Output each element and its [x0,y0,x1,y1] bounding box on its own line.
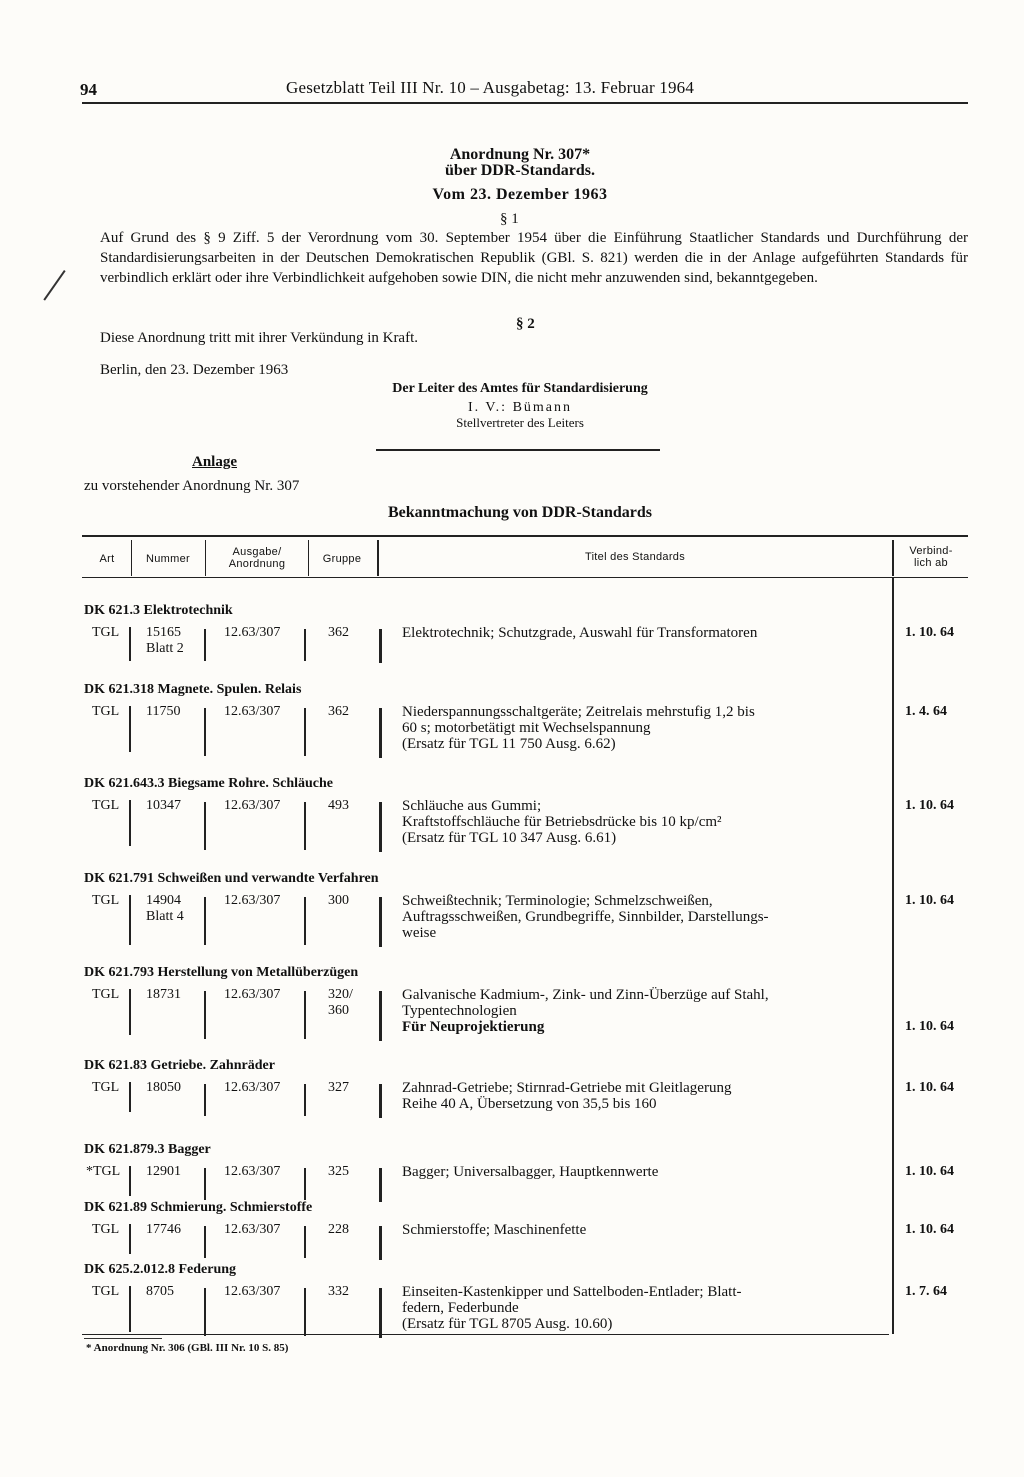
row-divider [304,1288,306,1336]
dk-classification: DK 625.2.012.8 Federung [84,1262,237,1277]
row-nummer: 8705 [146,1284,174,1299]
annex-label: Anlage [192,454,237,470]
row-blatt: Blatt 4 [146,909,184,924]
row-divider [204,708,206,756]
row-divider [304,1226,306,1258]
row-divider [304,1168,306,1200]
row-divider [379,708,382,758]
row-nummer: 17746 [146,1222,181,1237]
row-nummer: 18050 [146,1080,181,1095]
header-ausgabe [206,546,308,570]
row-verbindlich: 1. 10. 64 [905,1164,954,1179]
dk-classification: DK 621.89 Schmierung. Schmierstoffe [84,1200,313,1215]
row-verbindlich: 1. 7. 64 [905,1284,947,1299]
row-art: TGL [92,704,120,719]
row-ausgabe: 12.63/307 [224,704,281,719]
header-gruppe: Gruppe [322,553,362,565]
row-divider [304,897,306,945]
row-nummer: 10347 [146,798,181,813]
section-2-text: Diese Anordnung tritt mit ihrer Verkündung in Kraft. [100,330,419,346]
row-divider [129,895,131,945]
section-1-text: Auf Grund des § 9 Ziff. 5 der Verordnung vom 30. September 1954 über die Einführung Staatlicher Standards und Durchführung der Standardisierungsarbeiten in der Deutschen Demokratischen Republik (GBl. S. 821) werden die in der Anlage aufgeführten Standards für verbindlich erklärt oder ihre Verbindlichkeit aufgehoben sowie DIN, die nicht mehr anzuwenden sind, bekanntgegeben. [100,230,968,286]
place-date: Berlin, den 23. Dezember 1963 [100,362,289,378]
row-divider [129,1286,131,1332]
dk-classification: DK 621.3 Elektrotechnik [84,603,233,618]
row-gruppe: 493 [328,798,349,813]
row-ausgabe: 12.63/307 [224,1164,281,1179]
row-verbindlich: 1. 10. 64 [905,1222,954,1237]
row-titel-line: Typentechnologien [402,1003,517,1019]
row-nummer: 11750 [146,704,181,719]
header-verbindlich-line1: Verbind- [909,545,953,557]
row-ausgabe: 12.63/307 [224,1284,281,1299]
row-titel-line: Bagger; Universalbagger, Hauptkennwerte [402,1164,659,1180]
header-rule [82,102,968,104]
row-titel-line: Kraftstoffschläuche für Betriebsdrücke bis 10 kp/cm² [402,814,722,830]
row-divider [304,708,306,756]
row-divider [379,629,382,663]
row-ausgabe: 12.63/307 [224,893,281,908]
dk-classification: DK 621.643.3 Biegsame Rohre. Schläuche [84,776,334,791]
row-divider [304,629,306,661]
row-nummer: 15165 [146,625,181,640]
row-ausgabe: 12.63/307 [224,1080,281,1095]
row-art: TGL [92,1080,120,1095]
row-divider [129,1166,131,1196]
row-gruppe: 300 [328,893,349,908]
header-titel: Titel des Standards [584,551,686,563]
row-titel-line: Niederspannungsschaltgeräte; Zeitrelais mehrstufig 1,2 bis [402,704,755,720]
footnote-rule [84,1338,162,1339]
header-art: Art [99,553,115,565]
row-gruppe: 362 [328,704,349,719]
ordinance-date: Vom 23. Dezember 1963 [432,186,608,203]
row-titel-line: weise [402,925,437,941]
row-divider [379,802,382,852]
section-2-label: § 2 [516,316,535,332]
row-titel-line: Reihe 40 A, Übersetzung von 35,5 bis 160 [402,1096,657,1112]
row-divider [204,629,206,661]
row-ausgabe: 12.63/307 [224,798,281,813]
row-gruppe: 325 [328,1164,349,1179]
signer-title: Der Leiter des Amtes für Standardisierung [392,381,648,396]
row-art: TGL [92,987,120,1002]
row-titel-line: Galvanische Kadmium-, Zink- und Zinn-Überzüge auf Stahl, [402,987,769,1003]
header-divider [131,540,132,576]
row-art: *TGL [86,1164,121,1179]
row-divider [204,1168,206,1200]
row-nummer: 18731 [146,987,181,1002]
row-divider [304,991,306,1039]
table-bottom-rule [82,1334,889,1335]
row-titel-line: (Ersatz für TGL 10 347 Ausg. 6.61) [402,830,617,846]
dk-classification: DK 621.83 Getriebe. Zahnräder [84,1058,275,1073]
row-verbindlich: 1. 10. 64 [905,625,954,640]
table-right-column-rule [892,577,894,1334]
row-nummer: 14904 [146,893,181,908]
margin-mark [43,270,65,301]
row-divider [129,1082,131,1112]
row-ausgabe: 12.63/307 [224,1222,281,1237]
row-ausgabe: 12.63/307 [224,987,281,1002]
row-gruppe: 320/ [328,987,353,1002]
row-divider [129,706,131,752]
section-1-label: § 1 [500,211,519,227]
row-divider [129,1224,131,1254]
header-divider [377,540,379,576]
row-titel-line: Schweißtechnik; Terminologie; Schmelzschweißen, [402,893,713,909]
table-top-rule [82,535,968,537]
dk-classification: DK 621.791 Schweißen und verwandte Verfahren [84,871,379,886]
row-divider [204,1084,206,1116]
row-titel-line: Auftragsschweißen, Grundbegriffe, Sinnbilder, Darstellungs- [402,909,769,925]
row-divider [379,1226,382,1260]
row-verbindlich: 1. 10. 64 [905,1019,954,1034]
row-art: TGL [92,1284,120,1299]
row-nummer: 12901 [146,1164,181,1179]
row-verbindlich: 1. 10. 64 [905,893,954,908]
row-divider [204,1226,206,1258]
row-titel-line: 60 s; motorbetätigt mit Wechselspannung [402,720,651,736]
page-number: 94 [80,80,97,99]
row-blatt: Blatt 2 [146,641,184,656]
dk-classification: DK 621.318 Magnete. Spulen. Relais [84,682,302,697]
row-divider [129,627,131,661]
row-gruppe-line2: 360 [328,1003,349,1018]
header-verbindlich [894,545,968,569]
row-titel-line: Elektrotechnik; Schutzgrade, Auswahl für Transformatoren [402,625,758,641]
running-head: Gesetzblatt Teil III Nr. 10 – Ausgabetag: 13. Februar 1964 [286,78,695,97]
ordinance-subtitle: über DDR-Standards. [445,162,595,179]
row-verbindlich: 1. 10. 64 [905,1080,954,1095]
row-verbindlich: 1. 4. 64 [905,704,947,719]
row-divider [379,897,382,947]
row-divider [204,897,206,945]
signature-rule [376,449,660,451]
row-divider [304,802,306,850]
header-verbindlich-line2: lich ab [914,557,948,569]
row-divider [379,991,382,1041]
header-ausgabe-line1: Ausgabe/ [232,546,282,558]
row-divider [129,800,131,846]
signer-role: Stellvertreter des Leiters [456,415,584,430]
row-divider [304,1084,306,1116]
row-gruppe: 332 [328,1284,349,1299]
row-art: TGL [92,798,120,813]
row-titel-line: Einseiten-Kastenkipper und Sattelboden-Entlader; Blatt- [402,1284,742,1300]
row-titel-line: (Ersatz für TGL 11 750 Ausg. 6.62) [402,736,616,752]
signer-name: I. V.: Bümann [467,400,573,415]
row-titel-line: Schmierstoffe; Maschinenfette [402,1222,587,1238]
row-ausgabe: 12.63/307 [224,625,281,640]
row-verbindlich: 1. 10. 64 [905,798,954,813]
row-titel-line: Zahnrad-Getriebe; Stirnrad-Getriebe mit Gleitlagerung [402,1080,732,1096]
dk-classification: DK 621.879.3 Bagger [84,1142,211,1157]
table-title: Bekanntmachung von DDR-Standards [387,504,653,521]
ordinance-title: Anordnung Nr. 307* [449,146,591,163]
row-titel-line: Schläuche aus Gummi; [402,798,542,814]
row-titel-line: federn, Federbunde [402,1300,519,1316]
row-divider [204,802,206,850]
row-gruppe: 362 [328,625,349,640]
dk-classification: DK 621.793 Herstellung von Metallüberzügen [84,965,359,980]
header-ausgabe-line2: Anordnung [228,558,286,570]
row-divider [379,1084,382,1118]
row-divider [204,1288,206,1336]
header-nummer: Nummer [146,553,190,565]
row-divider [379,1168,382,1202]
row-art: TGL [92,625,120,640]
row-gruppe: 327 [328,1080,349,1095]
row-art: TGL [92,893,120,908]
row-divider [129,989,131,1035]
row-titel-bold: Für Neuprojektierung [402,1019,545,1035]
row-divider [204,991,206,1039]
row-art: TGL [92,1222,120,1237]
row-titel-line: (Ersatz für TGL 8705 Ausg. 10.60) [402,1316,613,1332]
row-gruppe: 228 [328,1222,349,1237]
table-header-rule [82,577,968,578]
row-divider [379,1288,382,1338]
annex-subtitle: zu vorstehender Anordnung Nr. 307 [84,478,300,494]
footnote: * Anordnung Nr. 306 (GBl. III Nr. 10 S. 85) [86,1342,289,1354]
